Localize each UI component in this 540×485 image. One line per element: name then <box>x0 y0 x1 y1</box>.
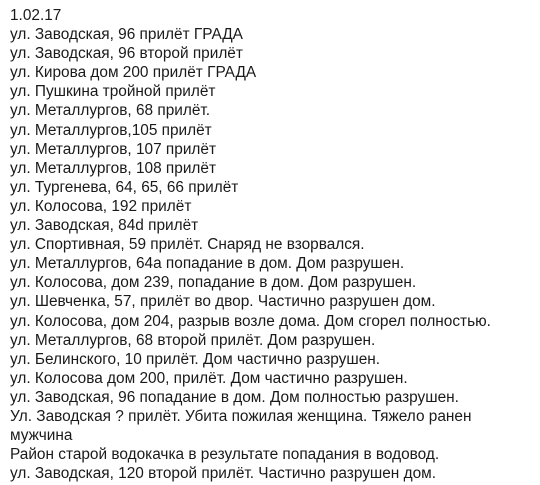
text-line: ул. Белинского, 10 прилёт. Дом частично разрушен. <box>10 350 381 368</box>
text-line: ул. Металлургов, 68 второй прилёт. Дом разрушен. <box>10 331 376 349</box>
text-line: ул. Шевченка, 57, прилёт во двор. Частично разрушен дом. <box>10 293 436 311</box>
text-line: ул. Спортивная, 59 прилёт. Снаряд не взорвался. <box>10 236 365 254</box>
text-line: ул. Металлургов, 107 прилёт <box>10 140 217 158</box>
text-line: ул. Заводская, 96 второй прилёт <box>10 45 243 63</box>
text-line: Ул. Заводская ? прилёт. Убита пожилая женщина. Тяжело ранен <box>10 407 472 425</box>
text-line: ул. Металлургов, 108 прилёт <box>10 159 217 177</box>
text-line: ул. Пушкина тройной прилёт <box>10 83 216 101</box>
text-line: ул. Колосова, 192 прилёт <box>10 197 192 215</box>
text-line: 1.02.17 <box>10 7 62 24</box>
text-line: Район старой водокачка в результате попадания в водовод. <box>10 446 440 464</box>
text-line: ул. Заводская, 84d прилёт <box>10 217 199 235</box>
text-line: ул. Металлургов, 64а попадание в дом. Дом разрушен. <box>10 255 405 273</box>
text-line: ул. Заводская, 96 прилёт ГРАДА <box>10 26 243 44</box>
text-line: ул. Металлургов, 68 прилёт. <box>10 102 211 120</box>
text-line: мужчина <box>10 427 73 445</box>
text-line: ул. Кирова дом 200 прилёт ГРАДА <box>10 64 257 82</box>
text-line: ул. Заводская, 96 попадание в дом. Дом полностью разрушен. <box>10 388 459 406</box>
text-line: ул. Металлургов,105 прилёт <box>10 121 212 139</box>
text-line: ул. Тургенева, 64, 65, 66 прилёт <box>10 178 239 196</box>
text-line: ул. Колосова, дом 204, разрыв возле дома. Дом сгорел полностью. <box>10 312 491 330</box>
text-line: ул. Заводская, 120 второй прилёт. Частично разрушен дом. <box>10 465 436 483</box>
text-line: ул. Колосова дом 200, прилёт. Дом частично разрушен. <box>10 369 408 387</box>
text-line: ул. Колосова, дом 239, попадание в дом. Дом разрушен. <box>10 274 417 292</box>
